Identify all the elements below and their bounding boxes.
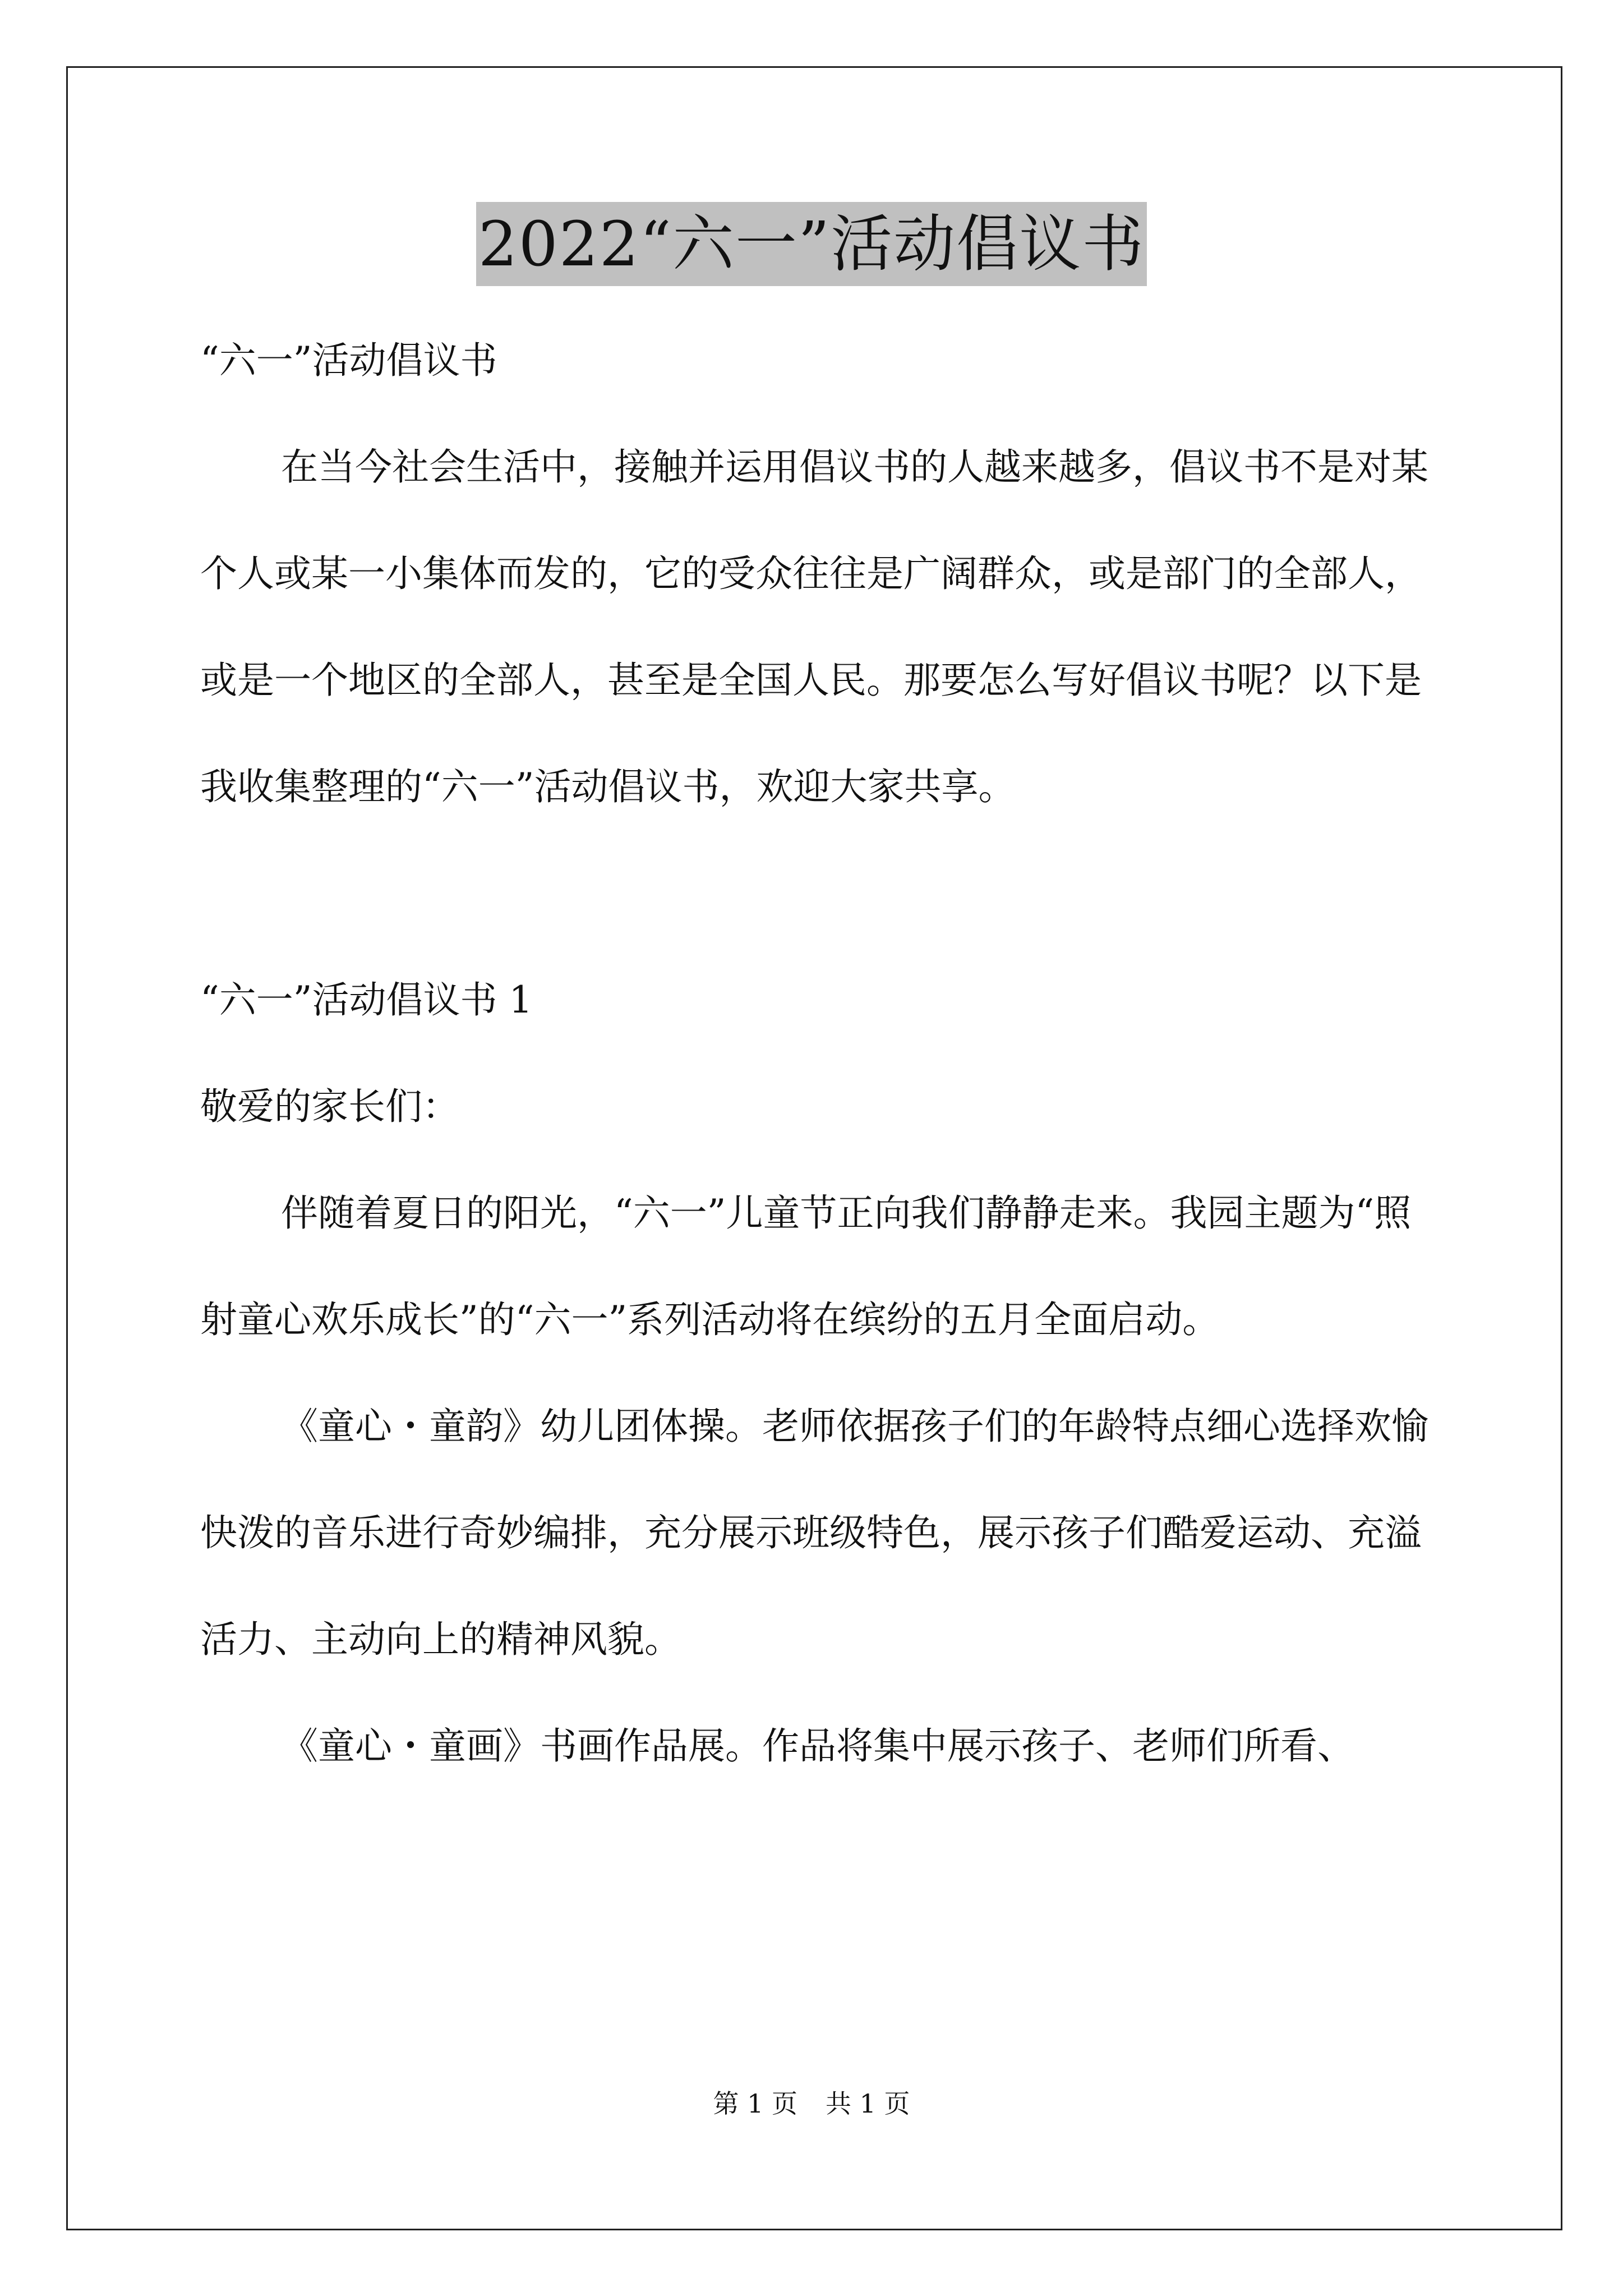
title-container: [0, 202, 1623, 286]
section-heading: “六一”活动倡议书 1: [200, 978, 533, 1022]
body-paragraph: 《童心・童韵》幼儿团体操。老师依据孩子们的年龄特点细心选择欢愉快泼的音乐进行奇妙编排，充分展示班级特色，展示孩子们酷爱运动、充溢活力、主动向上的精神风貌。: [200, 1405, 1428, 1661]
salutation: 敬爱的家长们：: [200, 1085, 459, 1128]
body-paragraph: 伴随着夏日的阳光，“六一”儿童节正向我们静静走来。我园主题为“照射童心欢乐成长”的“六一”系列活动将在缤纷的五月全面启动。: [200, 1191, 1412, 1341]
page-number: 第 1 页: [713, 2088, 797, 2119]
intro-paragraph: 在当今社会生活中，接触并运用倡议书的人越来越多，倡议书不是对某个人或某一小集体而发的，它的受众往往是广阔群众，或是部门的全部人，或是一个地区的全部人，甚至是全国人民。那要怎么写好倡议书呢？以下是我收集整理的“六一”活动倡议书，欢迎大家共享。: [200, 445, 1428, 808]
document-title: 2022“六一”活动倡议书: [476, 202, 1147, 286]
page-footer: [0, 2087, 1623, 2120]
subtitle: “六一”活动倡议书: [200, 339, 497, 382]
page-total: 共 1 页: [826, 2088, 910, 2119]
body-paragraph: 《童心・童画》书画作品展。作品将集中展示孩子、老师们所看、: [281, 1724, 1354, 1768]
section-spacer: [200, 840, 1434, 947]
document-body: [200, 307, 1434, 1800]
